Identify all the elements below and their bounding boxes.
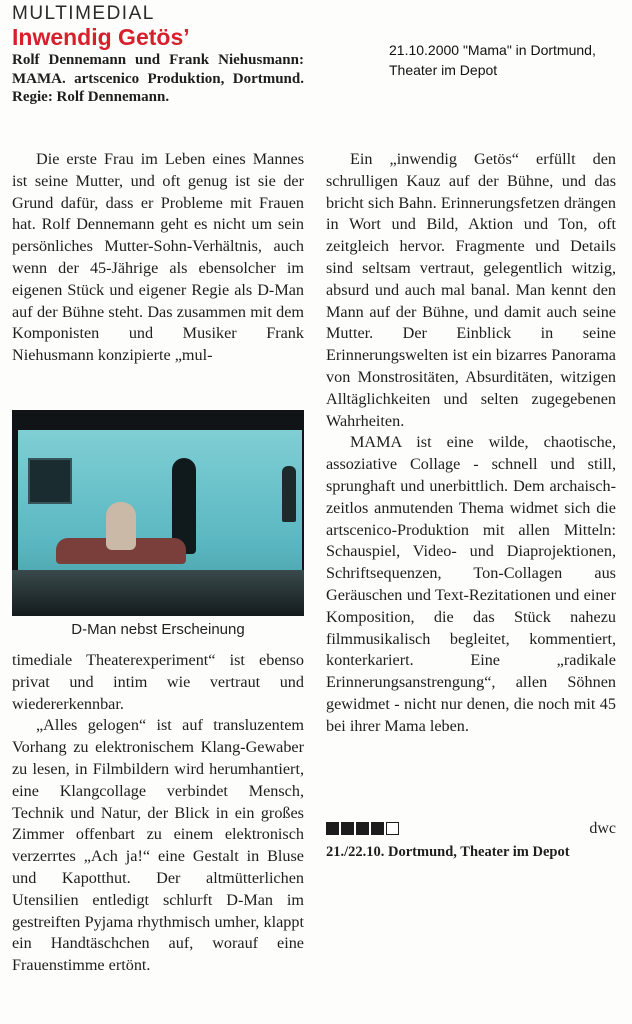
photo-caption: D-Man nebst Erscheinung [71, 621, 245, 638]
rating-square-empty [386, 822, 399, 835]
column-1-top [12, 149, 304, 367]
photo-hanging-coat [282, 466, 296, 522]
production-credits: Rolf Dennemann und Frank Niehusmann: MAMA. artscenico Produktion, Dortmund. Regie: Rolf Dennemann. [12, 52, 304, 105]
author-signature: dwc [589, 820, 616, 837]
rating-square-filled [341, 822, 354, 835]
rating-square-filled [356, 822, 369, 835]
paragraph: „Alles gelogen“ ist auf transluzentem Vorhang zu elektronischem Klang-Gewaber zu lesen, in Filmbildern wird herumhantiert, eine Klangcollage verbindet Mensch, Technik und Natur, der Blick in ein großes Zimmer offenbart zu einem elektronisch verzerrtes „Ach ja!“ eine Gestalt in Bluse und Kapotthut. Der altmütterlichen Utensilien entledigt schlurft D-Man im gestreiften Pyjama rhythmisch umher, klappt ein Handtäschchen auf, worauf eine Frauenstimme ertönt. [12, 716, 304, 975]
column-1-bottom [12, 650, 304, 977]
article-headline: Inwendig Getös’ [12, 24, 190, 50]
note-line-1: 21.10.2000 "Mama" in Dortmund, [389, 42, 596, 58]
note-line-2: Theater im Depot [389, 62, 498, 78]
paragraph: timediale Theaterexperiment“ ist ebenso privat und intim wie vertraut und wiedererkennbar. [12, 651, 304, 713]
paragraph: MAMA ist eine wilde, chaotische, assoziative Collage - schnell und still, sprunghaft und unerbittlich. Dem archaisch-zeitlos anmutenden Thema widmet sich die artscenico-Produktion mit allen Mitteln: Schauspiel, Video- und Diaprojektionen, Schriftsequenzen, Ton-Collagen aus Geräuschen und Text-Rezitationen und einer Komposition, die das Stück nahezu filmmusikalisch begleitet, kommentiert, konterkariert. Eine „radikale Erinnerungsanstrengung“, allen Söhnen gewidmet - nicht nur denen, die noch mit 45 bei ihrer Mama leben. [326, 433, 616, 735]
photo-window [28, 458, 72, 504]
rating-squares [326, 822, 399, 835]
section-label: MULTIMEDIAL [12, 3, 155, 24]
paragraph: Die erste Frau im Leben eines Mannes ist seine Mutter, und oft genug ist sie der Grund dafür, dass er Probleme mit Frauen hat. Rolf Dennemann geht es nicht um sein persönliches Mutter-Sohn-Verhältnis, auch wenn der 45-Jährige als ebensolcher im eigenen Stück und eigener Regie als D-Man auf der Bühne steht. Das zusammen mit dem Komponisten und Musiker Frank Niehusmann konzipierte „mul- [12, 150, 304, 365]
photo-seated-actor [106, 502, 136, 550]
event-dateline: 21./22.10. Dortmund, Theater im Depot [326, 844, 570, 860]
paragraph: Ein „inwendig Getös“ erfüllt den schrulligen Kauz auf der Bühne, und das bricht sich Bahn. Erinnerungsfetzen drängen in Wort und Bild, Aktion und Ton, oft zeitgleich hervor. Fragmente und Details sind seltsam vertraut, gelegentlich witzig, absurd und auch mal banal. Man kennt den Mann auf der Bühne, und damit auch seine Mutter. Der Einblick in seine Erinnerungswelten ist ein bizarres Panorama von Monstrositäten, Absurditäten, witzigen Alltäglichkeiten und selten zugegebenen Wahrheiten. [326, 150, 616, 430]
photo-stage-floor [12, 570, 304, 616]
column-2 [326, 149, 616, 738]
photo-backdrop [18, 430, 302, 592]
rating-square-filled [371, 822, 384, 835]
rating-square-filled [326, 822, 339, 835]
handwritten-style-note [389, 40, 629, 80]
stage-photo [12, 410, 304, 616]
